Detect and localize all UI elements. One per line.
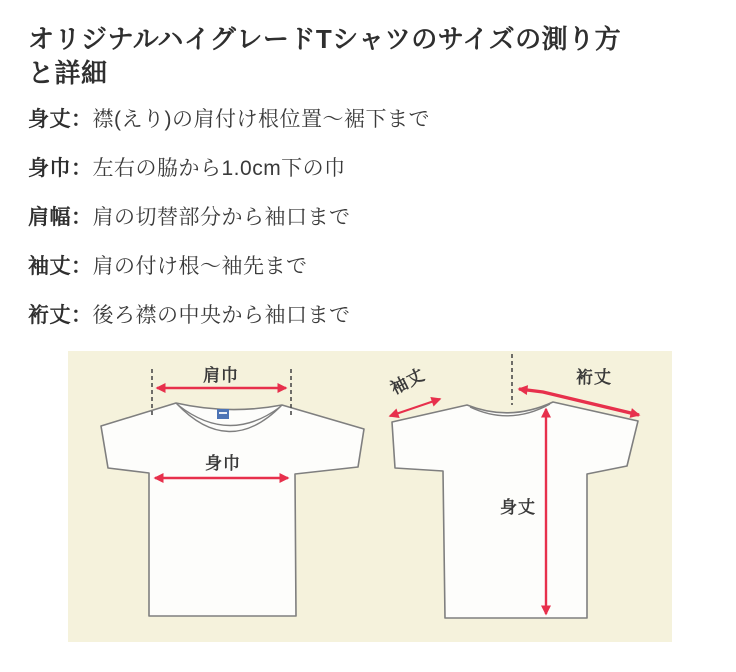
definition-term: 身丈： xyxy=(28,108,93,131)
definition-description: 左右の脇から1.0cm下の巾 xyxy=(92,157,346,180)
shoulder-width-label: 肩巾 xyxy=(203,366,239,385)
definition-yukitake xyxy=(28,302,708,329)
front-shirt-outline xyxy=(101,403,364,616)
body-width-label: 身巾 xyxy=(205,454,241,473)
measurement-diagram xyxy=(68,351,672,642)
definition-term: 身巾： xyxy=(28,157,93,180)
definition-term: 裄丈： xyxy=(28,304,93,327)
tshirt-measurement-illustration xyxy=(68,351,672,642)
neck-tag-print xyxy=(219,412,227,414)
page-title-line2: と詳細 xyxy=(28,58,108,88)
body-length-label: 身丈 xyxy=(500,498,536,517)
definition-term: 袖丈： xyxy=(28,255,93,278)
definition-description: 肩の切替部分から袖口まで xyxy=(92,206,351,229)
definition-mihaba xyxy=(28,155,708,182)
page-title-line1: オリジナルハイグレードTシャツのサイズの測り方 xyxy=(28,24,622,54)
definition-description: 後ろ襟の中央から袖口まで xyxy=(92,304,351,327)
definition-mitake xyxy=(28,106,708,133)
definition-sodetake xyxy=(28,253,708,280)
measurement-definitions xyxy=(28,106,708,329)
definition-description: 襟(えり)の肩付け根位置〜裾下まで xyxy=(92,108,430,131)
sleeve-total-label: 裄丈 xyxy=(576,368,612,387)
front-shirt xyxy=(101,403,364,616)
definition-description: 肩の付け根〜袖先まで xyxy=(92,255,308,278)
definition-term: 肩幅： xyxy=(28,206,93,229)
page-title xyxy=(28,22,708,90)
definition-katahaba xyxy=(28,204,708,231)
sleeve-length-label: 袖丈 xyxy=(387,364,429,399)
